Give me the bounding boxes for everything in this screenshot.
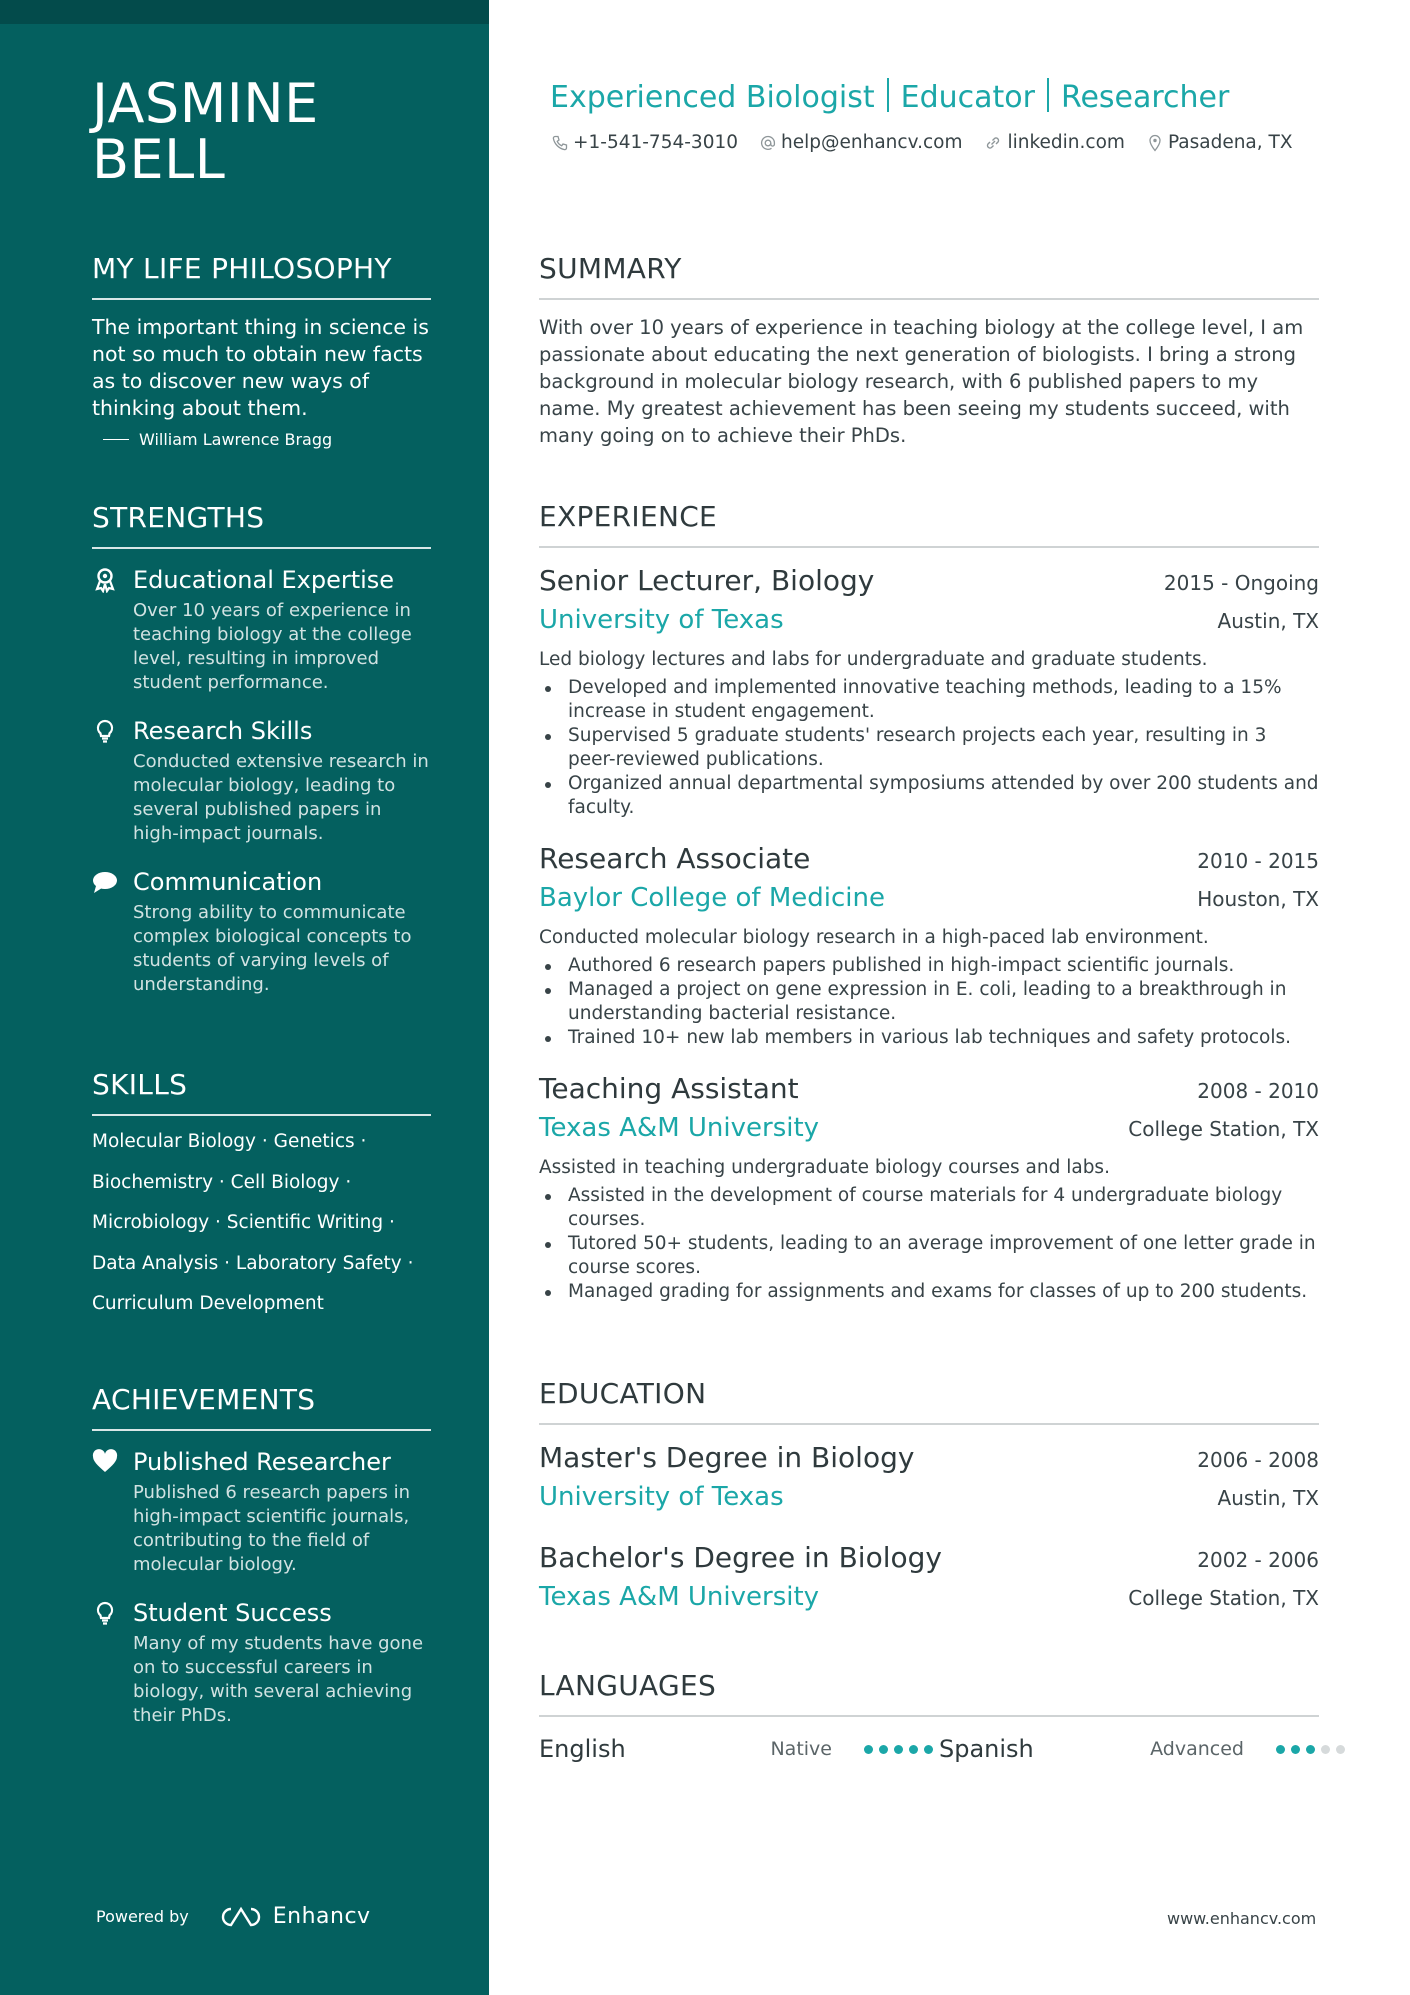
contact-phone[interactable]: [552, 132, 738, 153]
skills-list: [92, 1122, 431, 1325]
education-entry: [539, 1539, 1319, 1617]
job-bullet: Managed a project on gene expression in E. coli, leading to a breakthrough in understanding bacterial resistance.: [539, 978, 1319, 1026]
school-location: Austin, TX: [1217, 1486, 1319, 1510]
headline-separator: [887, 78, 889, 112]
experience-title: EXPERIENCE: [539, 500, 1319, 548]
school-name: Texas A&M University: [539, 1582, 820, 1612]
strength-item: [92, 716, 431, 846]
headline: [550, 78, 1229, 115]
job-bullet: Assisted in the development of course materials for 4 undergraduate biology courses.: [539, 1184, 1319, 1232]
quote-author-name: William Lawrence Bragg: [139, 430, 333, 449]
philosophy-section: [92, 252, 431, 449]
achievement-title: Published Researcher: [133, 1448, 391, 1476]
quote-dash: [103, 439, 129, 441]
job-role: Research Associate: [539, 842, 811, 875]
at-icon: [760, 135, 776, 151]
achievements-section: [92, 1383, 431, 1728]
name-last: BELL: [92, 128, 226, 191]
heart-icon: [92, 1449, 118, 1475]
strengths-section: [92, 501, 431, 997]
job-bullet: Managed grading for assignments and exams for classes of up to 200 students.: [539, 1280, 1319, 1304]
headline-part: Researcher: [1060, 80, 1230, 115]
strength-item: [92, 565, 431, 695]
skills-line: Molecular Biology · Genetics ·: [92, 1131, 367, 1152]
email-text: help@enhancv.com: [781, 132, 963, 153]
rating-dot-filled: [879, 1745, 888, 1754]
language-rating: [864, 1745, 939, 1754]
experience-section: [539, 500, 1319, 1304]
rating-dot-filled: [924, 1745, 933, 1754]
education-dates: 2002 - 2006: [1197, 1548, 1319, 1572]
achievements-title: ACHIEVEMENTS: [92, 1383, 431, 1431]
strength-desc: Over 10 years of experience in teaching biology at the college level, resulting in improved student performance.: [133, 600, 412, 693]
rating-dot-filled: [1276, 1745, 1285, 1754]
lightbulb-icon: [92, 718, 118, 744]
job-bullet: Organized annual departmental symposiums attended by over 200 students and faculty.: [539, 772, 1319, 820]
linkedin-text: linkedin.com: [1007, 132, 1125, 153]
job-org: Baylor College of Medicine: [539, 883, 885, 913]
contact-linkedin[interactable]: [984, 132, 1124, 153]
main-content: [539, 0, 1319, 1995]
achievement-desc: Many of my students have gone on to successful careers in biology, with several achieving their PhDs.: [133, 1633, 424, 1726]
contact-location: [1147, 132, 1293, 153]
footer-url[interactable]: www.enhancv.com: [1167, 1909, 1317, 1928]
contact-email[interactable]: [760, 132, 962, 153]
school-location: College Station, TX: [1128, 1586, 1319, 1610]
phone-icon: [552, 135, 568, 151]
brand-name: Enhancv: [272, 1904, 371, 1929]
job-bullet: Developed and implemented innovative teaching methods, leading to a 15% increase in student engagement.: [539, 676, 1319, 724]
job-bullet: Supervised 5 graduate students' research projects each year, resulting in 3 peer-reviewed publications.: [539, 724, 1319, 772]
achievement-item: [92, 1598, 431, 1728]
achievement-desc: Published 6 research papers in high-impact scientific journals, contributing to the field of molecular biology.: [133, 1482, 411, 1575]
job-org: Texas A&M University: [539, 1113, 820, 1143]
job-bullets: [539, 676, 1319, 820]
philosophy-title: MY LIFE PHILOSOPHY: [92, 252, 431, 300]
rating-dot-filled: [864, 1745, 873, 1754]
strength-desc: Conducted extensive research in molecular biology, leading to several published papers in high-impact journals.: [133, 751, 429, 844]
achievement-title: Student Success: [133, 1599, 332, 1627]
job-entry: [539, 840, 1319, 1050]
job-bullet: Authored 6 research papers published in high-impact scientific journals.: [539, 954, 1319, 978]
headline-part: Experienced Biologist: [550, 80, 875, 115]
job-role: Teaching Assistant: [539, 1072, 799, 1105]
strength-title: Educational Expertise: [133, 566, 395, 594]
job-desc: Conducted molecular biology research in a high-paced lab environment.: [539, 927, 1209, 948]
job-location: Houston, TX: [1197, 887, 1319, 911]
education-entry: [539, 1439, 1319, 1517]
enhancv-logo-icon: [217, 1905, 263, 1929]
job-org: University of Texas: [539, 605, 784, 635]
job-bullet: Tutored 50+ students, leading to an average improvement of one letter grade in course scores.: [539, 1232, 1319, 1280]
language-name: Spanish: [939, 1735, 1034, 1763]
job-dates: 2010 - 2015: [1197, 849, 1319, 873]
rating-dot-empty: [1321, 1745, 1330, 1754]
language-level: Advanced: [1150, 1738, 1244, 1760]
contact-bar: [552, 132, 1315, 153]
award-icon: [92, 567, 118, 593]
job-role: Senior Lecturer, Biology: [539, 564, 875, 597]
job-bullet: Trained 10+ new lab members in various lab techniques and safety protocols.: [539, 1026, 1319, 1050]
rating-dot-empty: [1336, 1745, 1345, 1754]
job-entry: [539, 562, 1319, 820]
school-name: University of Texas: [539, 1482, 784, 1512]
language-name: English: [539, 1735, 626, 1763]
education-section: [539, 1377, 1319, 1617]
languages-row: [539, 1735, 1319, 1763]
skills-line: Curriculum Development: [92, 1293, 324, 1314]
skills-line: Microbiology · Scientific Writing ·: [92, 1212, 395, 1233]
name-first: JASMINE: [92, 72, 319, 135]
job-bullets: [539, 1184, 1319, 1304]
rating-dot-filled: [1291, 1745, 1300, 1754]
location-pin-icon: [1147, 134, 1163, 152]
strength-title: Communication: [133, 868, 323, 896]
skills-section: [92, 1068, 431, 1325]
strengths-title: STRENGTHS: [92, 501, 431, 549]
education-title: EDUCATION: [539, 1377, 1319, 1425]
powered-by: [96, 1904, 371, 1929]
job-location: Austin, TX: [1217, 609, 1319, 633]
language-item: [539, 1735, 939, 1763]
job-dates: 2008 - 2010: [1197, 1079, 1319, 1103]
rating-dot-filled: [909, 1745, 918, 1754]
summary-title: SUMMARY: [539, 252, 1319, 300]
rating-dot-filled: [894, 1745, 903, 1754]
education-dates: 2006 - 2008: [1197, 1448, 1319, 1472]
rating-dot-filled: [1306, 1745, 1315, 1754]
summary-text: With over 10 years of experience in teaching biology at the college level, I am passionate about educating the next generation of biologists. I bring a strong background in molecular biology research, with 6 published papers to my name. My greatest achievement has been seeing my students succeed, with many going on to achieve their PhDs.: [539, 316, 1304, 447]
achievement-item: [92, 1447, 431, 1577]
headline-part: Educator: [900, 80, 1035, 115]
link-icon: [984, 135, 1002, 151]
powered-by-label: Powered by: [96, 1907, 189, 1926]
job-desc: Led biology lectures and labs for undergraduate and graduate students.: [539, 649, 1208, 670]
languages-title: LANGUAGES: [539, 1669, 1319, 1717]
lightbulb-icon: [92, 1600, 118, 1626]
phone-text: +1-541-754-3010: [573, 132, 739, 153]
language-rating: [1276, 1745, 1351, 1754]
skills-title: SKILLS: [92, 1068, 431, 1116]
strength-item: [92, 867, 431, 997]
strength-title: Research Skills: [133, 717, 313, 745]
language-level: Native: [770, 1738, 832, 1760]
languages-section: [539, 1669, 1319, 1763]
speech-bubble-icon: [92, 869, 118, 895]
skills-line: Biochemistry · Cell Biology ·: [92, 1171, 352, 1193]
job-location: College Station, TX: [1128, 1117, 1319, 1141]
job-bullets: [539, 954, 1319, 1050]
degree-name: Bachelor's Degree in Biology: [539, 1541, 942, 1574]
candidate-name: [92, 72, 472, 191]
job-desc: Assisted in teaching undergraduate biology courses and labs.: [539, 1157, 1110, 1178]
job-dates: 2015 - Ongoing: [1163, 571, 1319, 595]
philosophy-quote: The important thing in science is not so much to obtain new facts as to discover new ways of thinking about them.: [92, 315, 429, 420]
summary-section: [539, 252, 1319, 449]
sidebar-top-band: [0, 0, 489, 24]
enhancv-logo[interactable]: [217, 1904, 371, 1929]
sidebar: [0, 0, 489, 1995]
location-text: Pasadena, TX: [1167, 132, 1293, 153]
job-entry: [539, 1070, 1319, 1304]
strength-desc: Strong ability to communicate complex biological concepts to students of varying levels of understanding.: [133, 902, 412, 995]
degree-name: Master's Degree in Biology: [539, 1441, 915, 1474]
headline-separator: [1047, 78, 1049, 112]
language-item: [939, 1735, 1351, 1763]
quote-author: [92, 430, 431, 449]
skills-line: Data Analysis · Laboratory Safety ·: [92, 1252, 414, 1274]
